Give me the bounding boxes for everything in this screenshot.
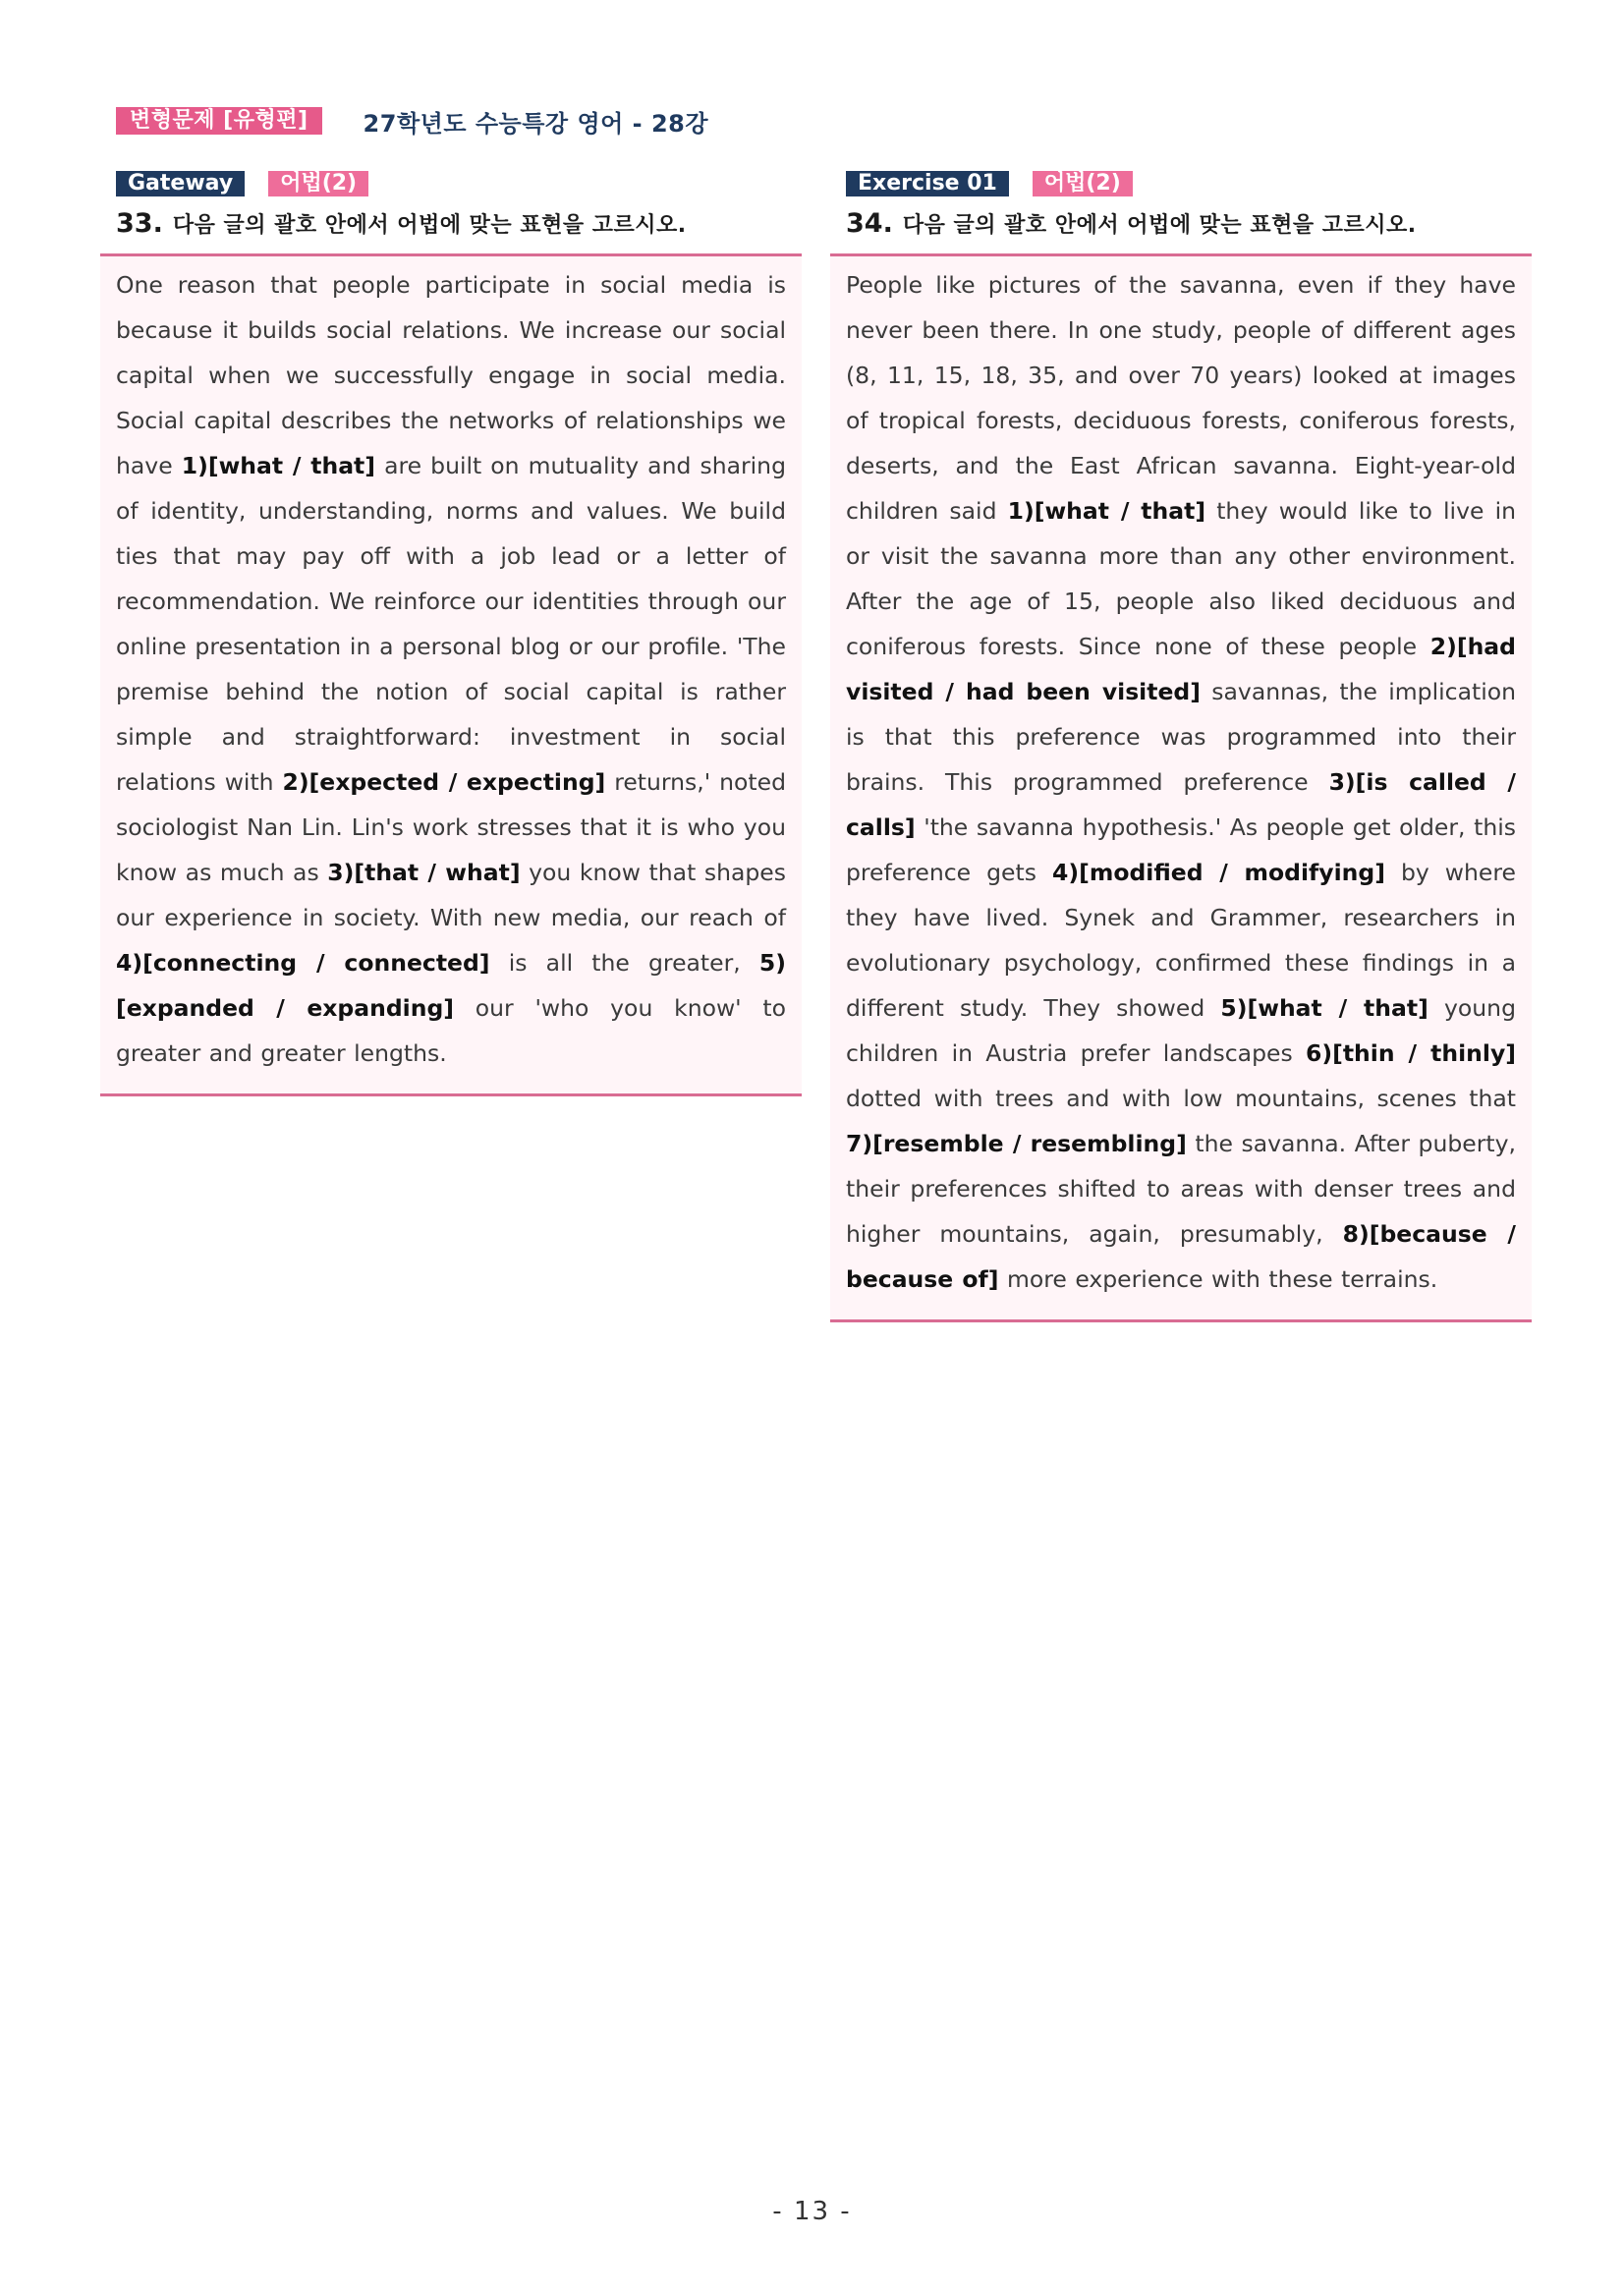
category-badge: 어법(2) (1033, 171, 1133, 196)
variant-tag: 변형문제 [유형편] (116, 107, 322, 135)
grammar-choice: 5)[expanded / expanding] (116, 949, 786, 1022)
passage-segment: they would like to live in or visit the savanna more than any other environment. After the age of 15, people also liked deciduous and coniferous forests. Since none of these people (846, 497, 1516, 660)
passage-box (100, 253, 802, 1096)
question-instruction: 다음 글의 괄호 안에서 어법에 맞는 표현을 고르시오. (902, 213, 1417, 238)
passage-segment: is all the greater, (489, 949, 759, 977)
passage-text (116, 262, 786, 1076)
question-34-heading (846, 208, 1532, 242)
grammar-choice: 3)[that / what] (327, 859, 521, 886)
grammar-choice: 1)[what / that] (1007, 497, 1206, 525)
passage-segment: our 'who you know' to greater and greater lengths. (116, 994, 786, 1067)
passage-text (846, 262, 1516, 1302)
grammar-choice: 6)[thin / thinly] (1305, 1039, 1516, 1067)
passage-segment: dotted with trees and with low mountains, scenes that (846, 1085, 1516, 1112)
question-33-column (100, 171, 802, 1096)
question-33-heading (116, 208, 802, 242)
exercise-badge: Exercise 01 (846, 171, 1009, 196)
question-number: 33. (116, 208, 163, 239)
passage-segment: you know that shapes our experience in society. With new media, our reach of (116, 859, 787, 931)
passage-segment: 'the savanna hypothesis.' As people get older, this preference gets (846, 813, 1516, 886)
grammar-choice: 1)[what / that] (181, 452, 376, 479)
question-34-column (830, 171, 1532, 1322)
grammar-choice: 4)[connecting / connected] (116, 949, 490, 977)
question-instruction: 다음 글의 괄호 안에서 어법에 맞는 표현을 고르시오. (172, 213, 687, 238)
passage-segment: One reason that people participate in social media is because it builds social relations. We increase our social capital when we successfully engage in social media. Social capital describes the networks of relationships we have (116, 271, 786, 479)
page-header (116, 106, 708, 136)
passage-segment: People like pictures of the savanna, even if they have never been there. In one study, people of different ages (8, 11, 15, 18, 35, and over 70 years) looked at images of tropical forests, deciduous forests, coniferous forests, deserts, and the East African savanna. Eight-year-old children said (846, 271, 1516, 525)
passage-segment: are built on mutuality and sharing of identity, understanding, norms and values. We build ties that may pay off with a job lead or a letter of recommendation. We reinforce our identities through our online presentation in a personal blog or our profile. 'The premise behind the notion of social capital is rather simple and straightforward: investment in social relations with (116, 452, 786, 796)
category-badge: 어법(2) (268, 171, 368, 196)
grammar-choice: 2)[had visited / had been visited] (846, 633, 1516, 705)
grammar-choice: 7)[resemble / resembling] (846, 1130, 1187, 1157)
grammar-choice: 8)[because / because of] (846, 1220, 1516, 1293)
passage-segment: more experience with these terrains. (998, 1265, 1438, 1293)
question-34-badges (846, 171, 1532, 196)
grammar-choice: 4)[modified / modifying] (1052, 859, 1385, 886)
grammar-choice: 3)[is called / calls] (846, 768, 1516, 841)
grammar-choice: 2)[expected / expecting] (282, 768, 606, 796)
passage-segment: by where they have lived. Synek and Grammer, researchers in evolutionary psychology, confirmed these findings in a different study. They showed (846, 859, 1516, 1022)
passage-box (830, 253, 1532, 1322)
header-title: 27학년도 수능특강 영어 - 28강 (363, 109, 709, 138)
gateway-badge: Gateway (116, 171, 245, 196)
passage-segment: returns,' noted sociologist Nan Lin. Lin's work stresses that it is who you know as much as (116, 768, 786, 886)
passage-segment: the savanna. After puberty, their preferences shifted to areas with denser trees and higher mountains, again, presumably, (846, 1130, 1516, 1248)
page-number: - 13 - (772, 2197, 852, 2226)
question-number: 34. (846, 208, 893, 239)
passage-segment: savannas, the implication is that this preference was programmed into their brains. This programmed preference (846, 678, 1516, 796)
grammar-choice: 5)[what / that] (1220, 994, 1428, 1022)
question-33-badges (116, 171, 802, 196)
passage-segment: young children in Austria prefer landscapes (846, 994, 1516, 1067)
